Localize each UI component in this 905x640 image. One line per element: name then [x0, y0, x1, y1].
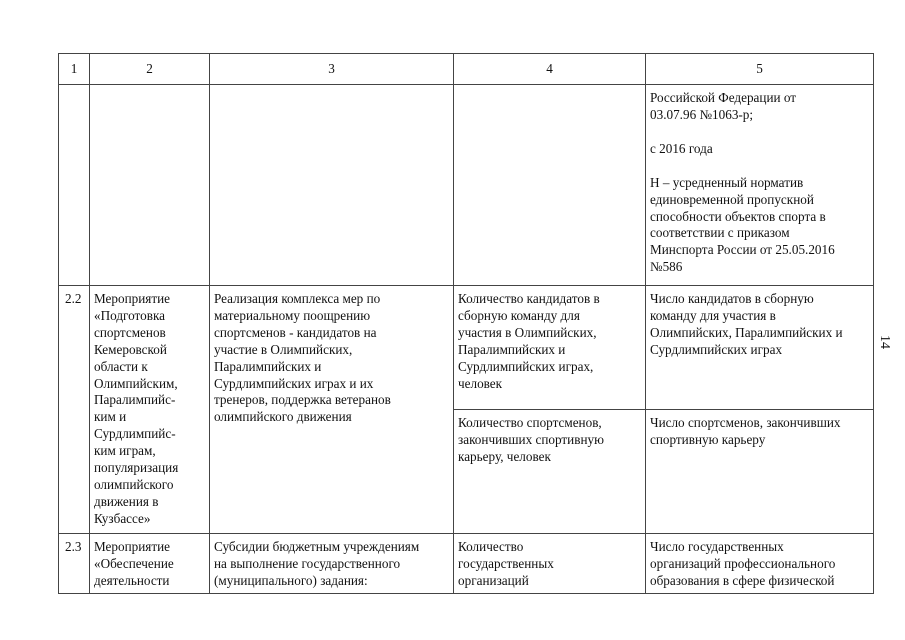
description-text: Реализация комплекса мер по материальному поощрению спортсменов - кандидатов на участие в Олимпийских, Паралимпийских и Сурдлимпийских играх и их тренеров, поддержка ветеранов олимпийского движения [214, 291, 391, 425]
indicator-method [646, 534, 874, 594]
header-col-5: 5 [646, 54, 874, 85]
cell-empty [210, 85, 454, 286]
header-col-1: 1 [59, 54, 90, 85]
method-paragraph: Н – усредненный норматив единовременной пропускной способности объектов спорта в соответствии с приказом Минспорта России от 25.05.2016 №586 [650, 174, 835, 275]
page-number: 14 [877, 335, 892, 349]
cell-empty [454, 85, 646, 286]
measure-name [90, 534, 210, 594]
cell-method-continuation [646, 85, 874, 286]
indicator-method [646, 410, 874, 534]
method-text: Число кандидатов в сборную команду для участия в Олимпийских, Паралимпийских и Сурдлимпийских играх [650, 291, 843, 357]
header-col-4: 4 [454, 54, 646, 85]
indicator-name [454, 286, 646, 410]
document-table [58, 53, 874, 594]
indicator-name [454, 410, 646, 534]
description-text: Субсидии бюджетным учреждениям на выполнение государственного (муниципального) задания: [214, 539, 420, 588]
method-text: Число государственных организаций профессионального образования в сфере физической [650, 539, 836, 588]
indicator-text: Количество кандидатов в сборную команду для участия в Олимпийских, Паралимпийских и Сурдлимпийских играх, человек [458, 291, 600, 391]
measure-description [210, 534, 454, 594]
measure-text: Мероприятие «Подготовка спортсменов Кемеровской области к Олимпийским, Паралимпийс- ким и Сурдлимпийс- ким играм, популяризация олимпийского движения в Кузбассе» [94, 291, 179, 526]
indicator-method [646, 286, 874, 410]
method-paragraph: Российской Федерации от 03.07.96 №1063-р; [650, 90, 797, 122]
measure-name [90, 286, 210, 534]
table-row-2-3 [59, 534, 874, 594]
table-row-continuation [59, 85, 874, 286]
table-row-2-2 [59, 286, 874, 410]
method-text: Число спортсменов, закончивших спортивную карьеру [650, 415, 841, 447]
method-paragraph: с 2016 года [650, 140, 713, 156]
table-header-row [59, 54, 874, 85]
indicator-text: Количество государственных организаций [458, 539, 554, 588]
measure-description [210, 286, 454, 534]
indicator-name [454, 534, 646, 594]
header-col-3: 3 [210, 54, 454, 85]
header-col-2: 2 [90, 54, 210, 85]
measure-text: Мероприятие «Обеспечение деятельности [94, 539, 174, 588]
cell-empty [90, 85, 210, 286]
row-number: 2.3 [59, 534, 90, 594]
row-number: 2.2 [59, 286, 90, 534]
cell-empty [59, 85, 90, 286]
indicator-text: Количество спортсменов, закончивших спортивную карьеру, человек [458, 415, 604, 464]
